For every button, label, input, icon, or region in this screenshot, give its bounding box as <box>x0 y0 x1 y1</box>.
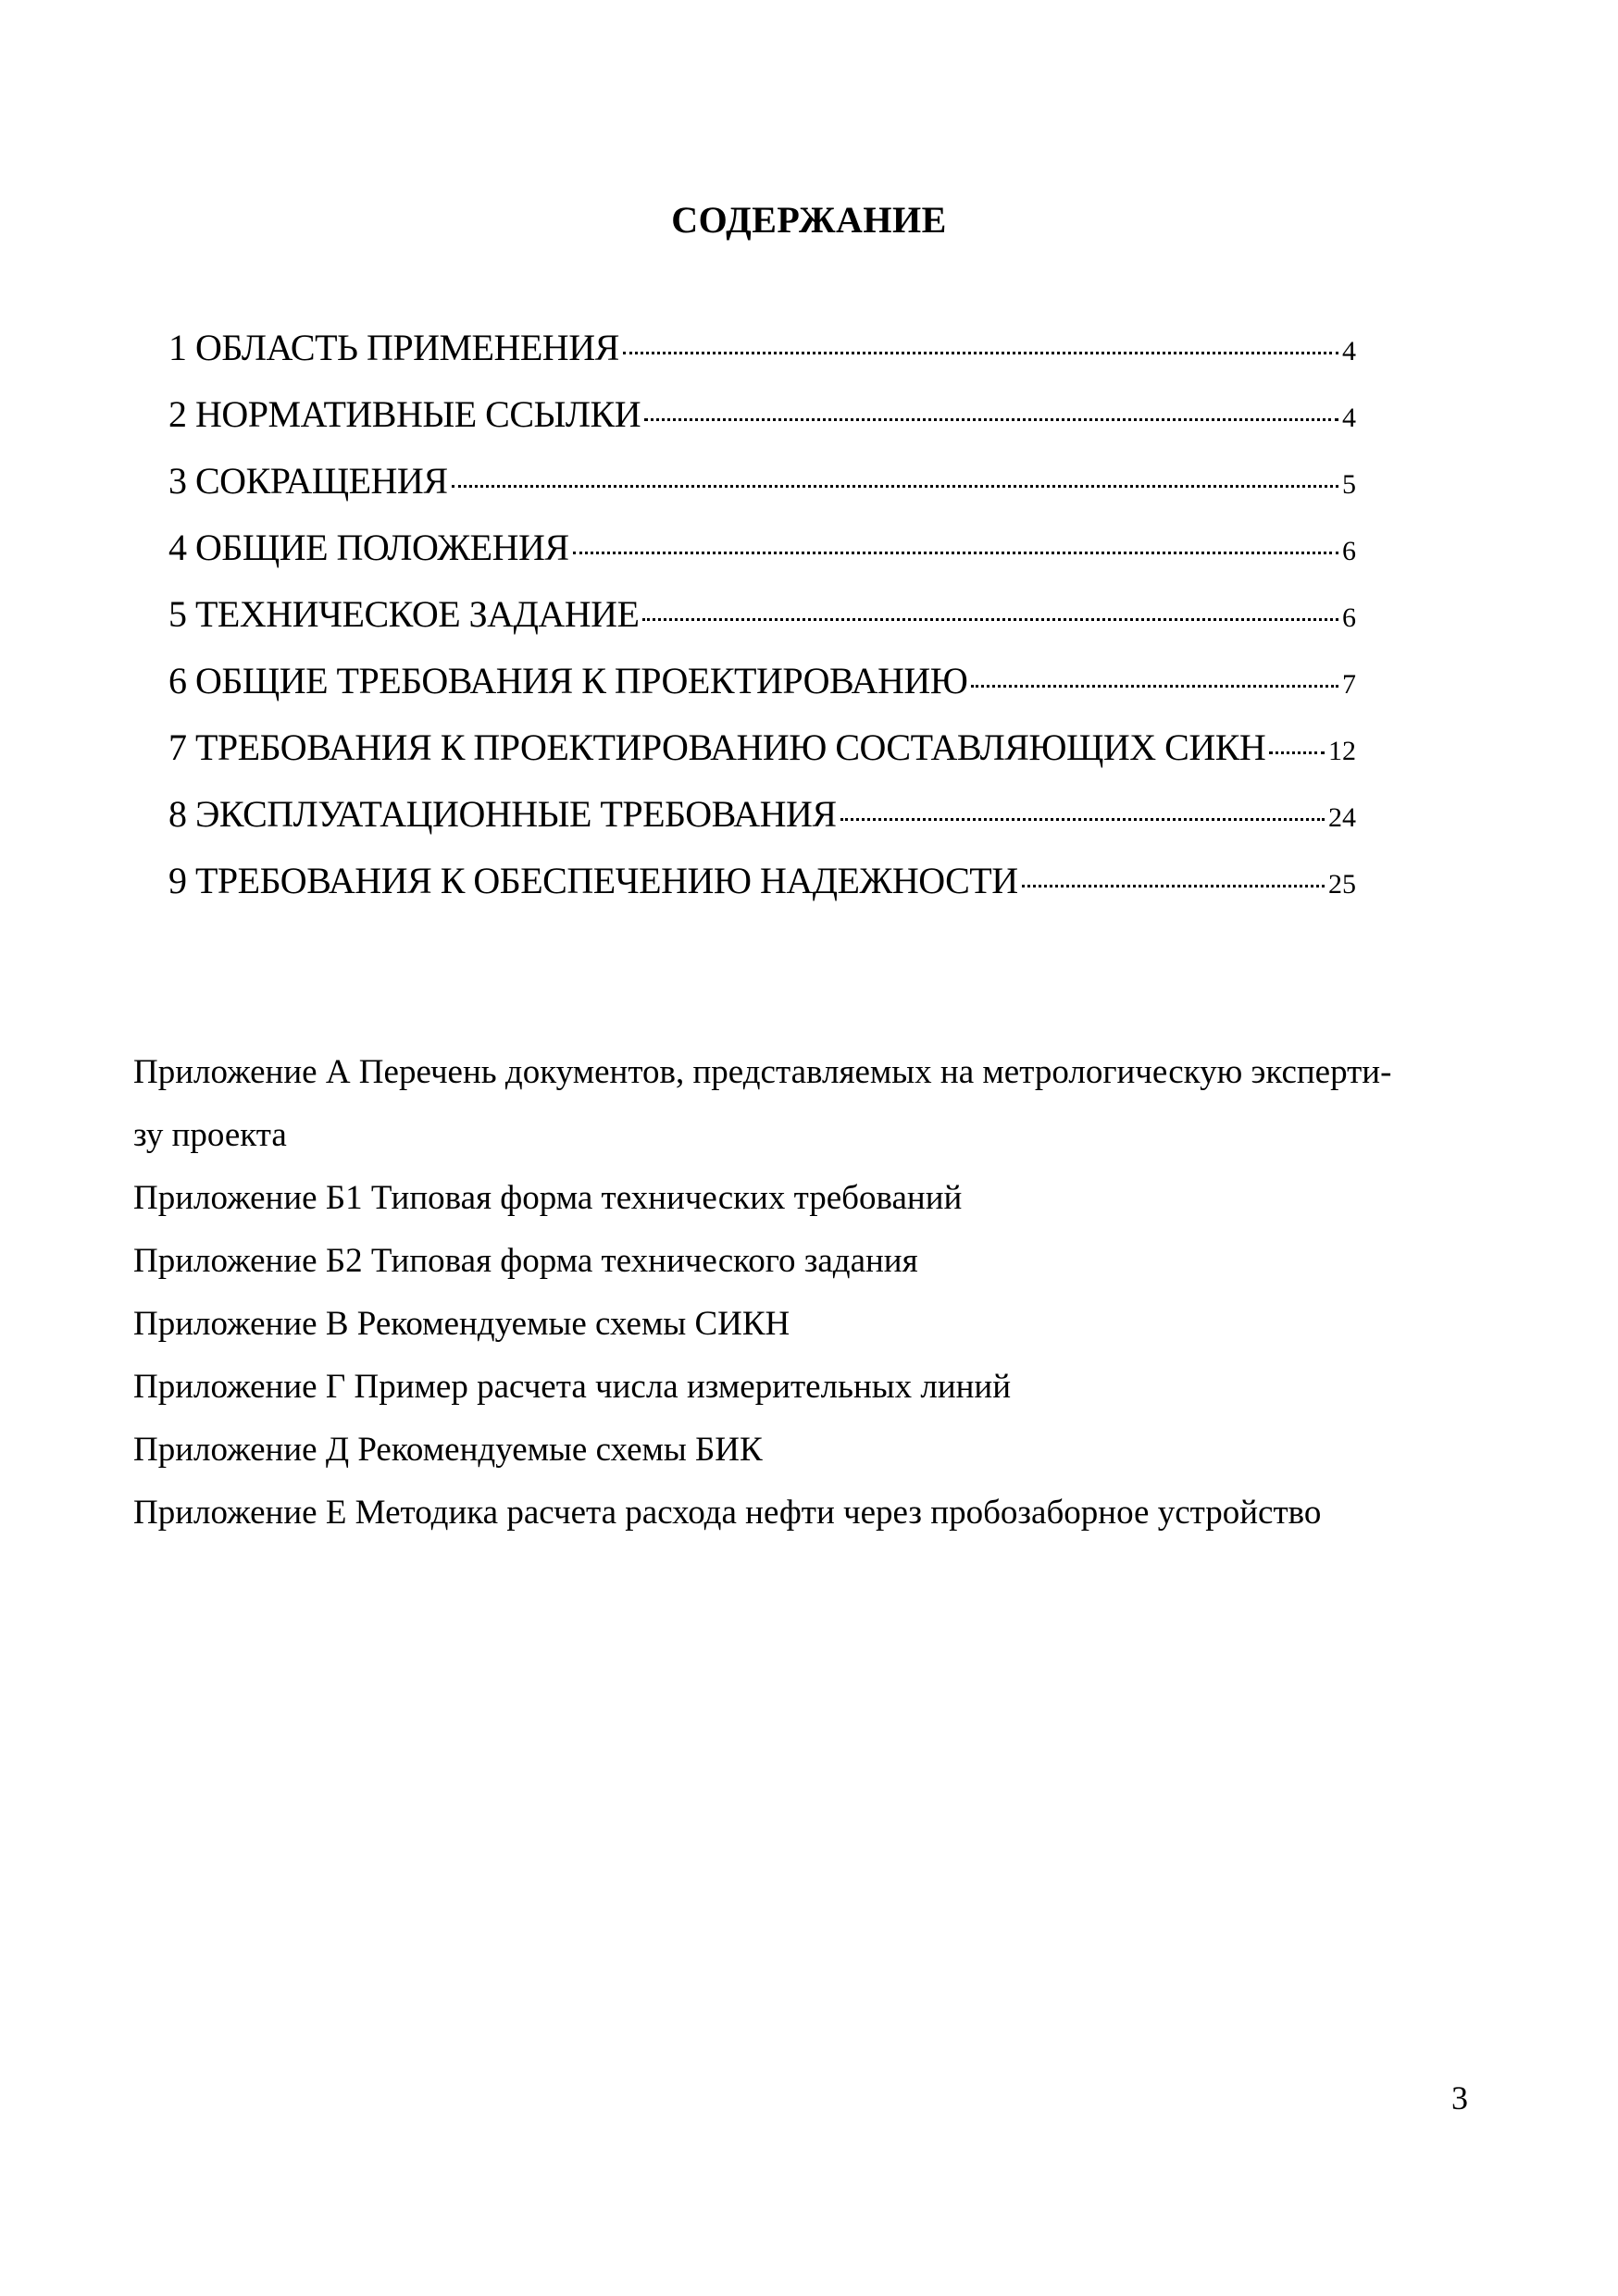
toc-entry-title: 9 ТРЕБОВАНИЯ К ОБЕСПЕЧЕНИЮ НАДЕЖНОСТИ <box>168 860 1018 901</box>
dot-leader <box>1022 885 1325 887</box>
appendix-line: Приложение Г Пример расчета числа измерительных линий <box>133 1368 1012 1406</box>
appendix-line: зу проекта <box>133 1116 287 1154</box>
page-title: СОДЕРЖАНИЕ <box>671 199 947 241</box>
appendix-line: Приложение Е Методика расчета расхода нефти через пробозаборное устройство <box>133 1494 1322 1532</box>
dot-leader <box>840 818 1325 821</box>
toc-entry-title: 7 ТРЕБОВАНИЯ К ПРОЕКТИРОВАНИЮ СОСТАВЛЯЮЩИХ СИКН <box>168 726 1266 768</box>
toc-entry <box>168 859 1356 925</box>
toc-entry-title: 6 ОБЩИЕ ТРЕБОВАНИЯ К ПРОЕКТИРОВАНИЮ <box>168 660 968 701</box>
toc-entry-title: 3 СОКРАЩЕНИЯ <box>168 460 448 502</box>
toc-entry <box>168 726 1356 792</box>
appendix-line: Приложение А Перечень документов, представляемых на метрологическую эксперти- <box>133 1053 1392 1091</box>
toc-entry-page: 4 <box>1342 336 1356 366</box>
dot-leader <box>644 418 1338 421</box>
toc-entry-page: 24 <box>1328 802 1356 833</box>
appendix-line: Приложение Д Рекомендуемые схемы БИК <box>133 1431 763 1469</box>
toc-entry <box>168 592 1356 659</box>
dot-leader <box>971 685 1338 688</box>
dot-leader <box>623 352 1338 354</box>
toc-entry <box>168 792 1356 859</box>
appendix-list <box>133 1041 1466 1545</box>
toc-entry-page: 4 <box>1342 403 1356 433</box>
toc-entry <box>168 459 1356 526</box>
toc-entry-page: 6 <box>1342 602 1356 633</box>
table-of-contents <box>168 326 1356 925</box>
page-number: 3 <box>1451 2079 1468 2116</box>
toc-entry <box>168 659 1356 726</box>
toc-entry-title: 5 ТЕХНИЧЕСКОЕ ЗАДАНИЕ <box>168 593 640 635</box>
toc-entry-title: 8 ЭКСПЛУАТАЦИОННЫЕ ТРЕБОВАНИЯ <box>168 793 837 835</box>
toc-entry-title: 1 ОБЛАСТЬ ПРИМЕНЕНИЯ <box>168 327 619 368</box>
appendix-line: Приложение Б2 Типовая форма технического задания <box>133 1242 918 1280</box>
toc-entry-page: 7 <box>1342 669 1356 700</box>
dot-leader <box>573 552 1338 554</box>
toc-entry <box>168 392 1356 459</box>
toc-entry-page: 25 <box>1328 869 1356 900</box>
toc-entry-page: 5 <box>1342 469 1356 500</box>
toc-entry <box>168 526 1356 592</box>
toc-entry-title: 4 ОБЩИЕ ПОЛОЖЕНИЯ <box>168 527 569 568</box>
dot-leader <box>642 618 1338 621</box>
dot-leader <box>452 485 1339 488</box>
toc-entry-title: 2 НОРМАТИВНЫЕ ССЫЛКИ <box>168 393 641 435</box>
toc-entry <box>168 326 1356 392</box>
toc-entry-page: 6 <box>1342 536 1356 566</box>
appendix-line: Приложение Б1 Типовая форма технических требований <box>133 1179 963 1217</box>
appendix-line: Приложение В Рекомендуемые схемы СИКН <box>133 1305 790 1343</box>
toc-entry-page: 12 <box>1328 736 1356 766</box>
dot-leader <box>1269 751 1325 754</box>
